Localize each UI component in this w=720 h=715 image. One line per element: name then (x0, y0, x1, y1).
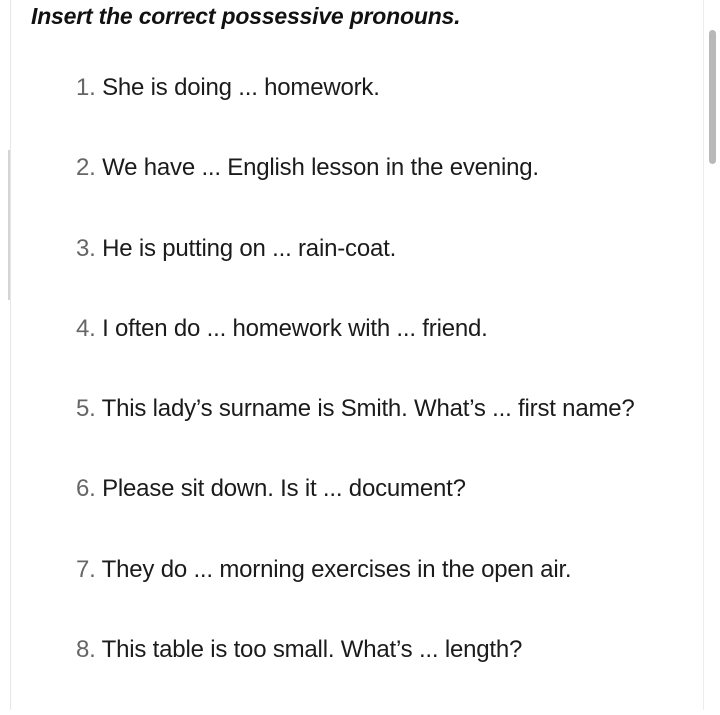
exercise-item-7 (76, 555, 635, 635)
item-sentence: I often do ... homework with ... friend. (102, 314, 488, 342)
exercise-item-5 (76, 394, 635, 474)
exercise-list (76, 73, 635, 715)
item-number: 4. (76, 314, 96, 342)
item-sentence: He is putting on ... rain-coat. (102, 234, 397, 262)
item-sentence: This lady’s surname is Smith. What’s ... first name? (101, 395, 635, 423)
page-right-border (703, 0, 704, 710)
exercise-item-4 (76, 314, 635, 394)
page-left-border (10, 0, 11, 710)
scrollbar-thumb[interactable] (709, 30, 716, 164)
item-number: 2. (76, 154, 96, 182)
item-number: 1. (76, 74, 96, 101)
exercise-item-8 (76, 635, 635, 715)
item-sentence: She is doing ... homework. (102, 74, 380, 101)
item-number: 8. (76, 636, 96, 664)
exercise-item-1 (76, 73, 635, 153)
exercise-title: Insert the correct possessive pronouns. (31, 3, 461, 29)
item-sentence: This table is too small. What’s ... length? (101, 636, 523, 664)
item-sentence: They do ... morning exercises in the open air. (101, 555, 572, 583)
item-number: 6. (76, 475, 96, 503)
exercise-item-2 (76, 153, 635, 233)
item-number: 3. (76, 234, 96, 262)
item-sentence: Please sit down. Is it ... document? (102, 475, 466, 503)
exercise-item-3 (76, 234, 635, 314)
item-number: 7. (76, 555, 96, 583)
item-sentence: We have ... English lesson in the evening. (102, 154, 539, 182)
left-edge-mark (8, 150, 10, 300)
exercise-item-6 (76, 474, 635, 554)
item-number: 5. (76, 395, 96, 423)
